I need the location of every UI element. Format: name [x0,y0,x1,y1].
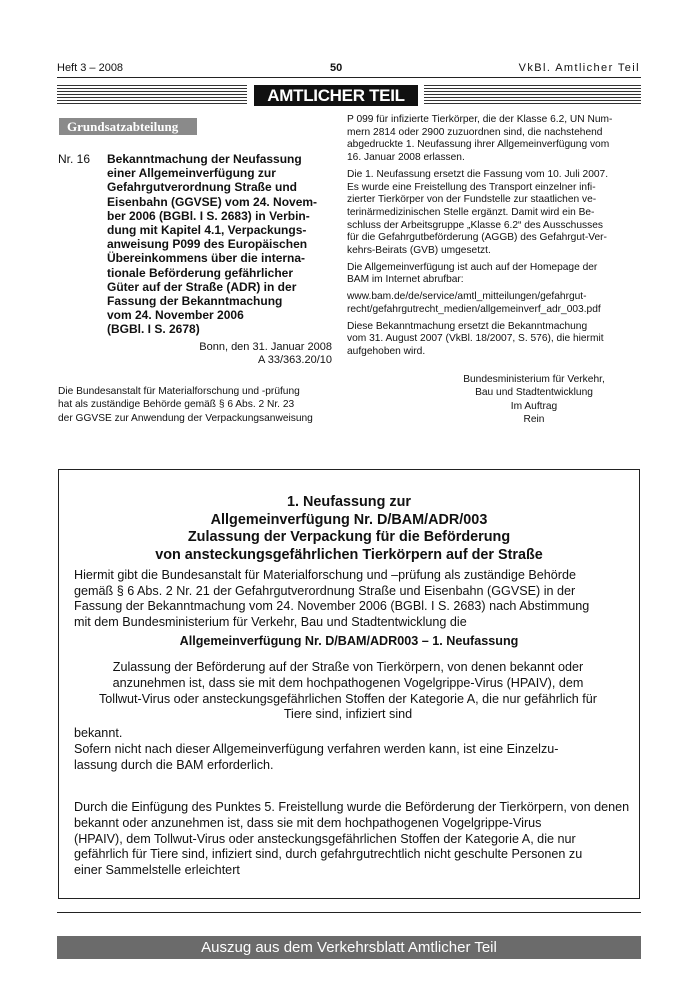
body-line: einer Sammelstelle erleichtert [74,863,240,878]
body-line: hat als zuständige Behörde gemäß § 6 Abs. 2 Nr. 23 [58,399,295,411]
body-line: Fassung der Bekanntmachung vom 24. November 2006 (BGBl. I S. 2683) nach Abstimmung [74,599,590,614]
ordinance-tail [74,726,634,773]
url-line: recht/gefahrgutrecht_medien/allgemeinverf_adr_003.pdf [347,303,601,315]
body-line: Zulassung der Beförderung auf der Straße von Tierkörpern, von denen bekannt oder [112,660,584,674]
paragraph [347,321,642,359]
notice-title-line: Fassung der Bekanntmachung [107,294,283,309]
notice-title-line: ber 2006 (BGBl. I S. 2683) in Verbin- [107,208,310,223]
body-line: BAM im Internet abrufbar: [347,274,464,286]
signature-block [420,373,648,426]
body-line: aufgehoben wird. [347,345,426,357]
signature-line: Bau und Stadtentwicklung [475,387,593,399]
body-line: lassung durch die BAM erforderlich. [74,757,274,772]
body-line: P 099 für infizierte Tierkörper, die der Klasse 6.2, UN Num- [347,114,613,125]
notice-title [107,152,321,337]
body-line: schluss der Arbeitsgruppe „Klasse 6.2“ des Ausschusses [347,219,603,231]
file-number: A 33/363.20/10 [257,354,332,366]
paragraph [347,262,642,287]
body-line: anzunehmen ist, dass sie mit dem hochpathogenen Vogelgrippe-Virus (HPAIV), dem [112,675,584,690]
notice-title-line: Gefahrgutverordnung Straße und [107,180,298,195]
body-line: bekannt oder anzunehmen ist, dass sie mit dem hochpathogenen Vogelgrippe-Virus [74,815,542,830]
notice-title-line: anweisung P099 des Europäischen [107,237,308,252]
url-paragraph [347,291,642,316]
body-line: der GGVSE zur Anwendung der Verpackungsanweisung [58,412,313,424]
notice-number: Nr. 16 [58,152,91,166]
body-line: Sofern nicht nach dieser Allgemeinverfügung verfahren werden kann, ist eine Einzelzu- [74,741,559,756]
body-line: gemäß § 6 Abs. 2 Nr. 21 der Gefahrgutverordnung Straße und Eisenbahn (GGVSE) in der [74,583,576,598]
notice-title-line: Güter auf der Straße (ADR) in der [107,279,297,294]
notice-title-line: (BGBl. I S. 2678) [107,322,200,337]
ordinance-subheading: Allgemeinverfügung Nr. D/BAM/ADR003 – 1. Neufassung [179,634,519,648]
ordinance-title [58,494,640,564]
ordinance-title-line: Zulassung der Verpackung für die Beförderung [187,529,511,545]
body-line: Durch die Einfügung des Punktes 5. Freistellung wurde die Beförderung der Tierkörpern, von denen [74,800,630,814]
body-line: (HPAIV), dem Tollwut-Virus oder ansteckungsgefährlichen Stoffen der Kategorie A, die nur [74,831,576,846]
body-line: bekannt. [74,726,123,740]
body-line: terinärmedizinischen Stelle ergänzt. Damit wird ein Be- [347,206,595,218]
body-line: mern 2814 oder 2900 zuzuordnen sind, die nachstehend [347,126,603,138]
ordinance-title-line: 1. Neufassung zur [287,494,411,510]
ordinance-intro [74,568,634,630]
footer-banner: Auszug aus dem Verkehrsblatt Amtlicher Teil [57,936,641,959]
notice-title-line: dung mit Kapitel 4.1, Verpackungs- [107,223,307,238]
department-banner: Grundsatzabteilung [59,118,197,135]
notice-title-line: tionale Beförderung gefährlicher [107,265,294,280]
paragraph [347,169,642,258]
body-line: Diese Bekanntmachung ersetzt die Bekanntmachung [347,320,588,332]
header-rule [57,77,641,78]
body-line: Es wurde eine Freistellung des Transport einzelner infi- [347,181,596,193]
body-line: Die Bundesanstalt für Materialforschung und -prüfung [58,386,300,397]
body-line: 16. Januar 2008 erlassen. [347,152,465,164]
body-line: mit dem Bundesministerium für Verkehr, Bau und Stadtentwicklung die [74,614,467,629]
url-line: www.bam.de/de/service/amtl_mitteilungen/gefahrgut- [347,291,587,303]
footer-rule [57,912,641,913]
body-line: Hiermit gibt die Bundesanstalt für Materialforschung und –prüfung als zuständige Behörde [74,568,576,582]
body-line: für die Gefahrgutbeförderung (AGGB) des Gefahrgut-Ver- [347,232,607,244]
signature-line: Im Auftrag [510,400,558,412]
banner-stripes-right [424,85,641,106]
signature-line: Rein [523,413,545,425]
body-line: Die 1. Neufassung ersetzt die Fassung vom 10. Juli 2007. [347,168,609,180]
page-number: 50 [330,62,343,74]
place-date: Bonn, den 31. Januar 2008 [199,341,332,353]
publication-label: VkBl. Amtlicher Teil [518,62,640,74]
right-column-text [347,114,642,363]
notice-title-line: Übereinkommens über die interna- [107,251,306,266]
body-line: abgedruckte 1. Neufassung ihrer Allgemeinverfügung vom [347,139,610,151]
ordinance-scope [74,660,622,723]
ordinance-title-line: von ansteckungsgefährlichen Tierkörpern auf der Straße [155,546,543,563]
ordinance-amendment-note [74,800,634,879]
notice-title-line: vom 24. November 2006 [107,308,244,323]
body-line: vom 31. August 2007 (VkBl. 18/2007, S. 576), die hiermit [347,333,604,345]
body-line: kehrs-Beirats (GVB) umgesetzt. [347,245,491,257]
body-line: zierter Tierkörper von der Fundstelle zur staatlichen ve- [347,194,597,206]
body-line: gefährlich für Tiere sind, infiziert sind, durch gefahrgutrechtlich nicht geschulte Personen zu [74,847,583,862]
left-body-text [58,385,334,425]
notice-title-line: einer Allgemeinverfügung zur [107,166,276,181]
issue-label: Heft 3 – 2008 [57,62,124,74]
signature-line: Bundesministerium für Verkehr, [463,374,605,385]
section-banner: AMTLICHER TEIL [254,85,418,106]
paragraph [347,114,642,165]
notice-title-line: Eisenbahn (GGVSE) vom 24. Novem- [107,194,318,209]
body-line: Die Allgemeinverfügung ist auch auf der Homepage der [347,261,598,273]
ordinance-title-line: Allgemeinverfügung Nr. D/BAM/ADR/003 [210,511,488,528]
body-line: Tollwut-Virus oder ansteckungsgefährlichen Stoffen der Kategorie A, die nur gefährlich für [99,691,597,706]
notice-title-line: Bekanntmachung der Neufassung [107,152,302,166]
body-line: Tiere sind, infiziert sind [283,707,413,722]
banner-stripes-left [57,85,247,106]
